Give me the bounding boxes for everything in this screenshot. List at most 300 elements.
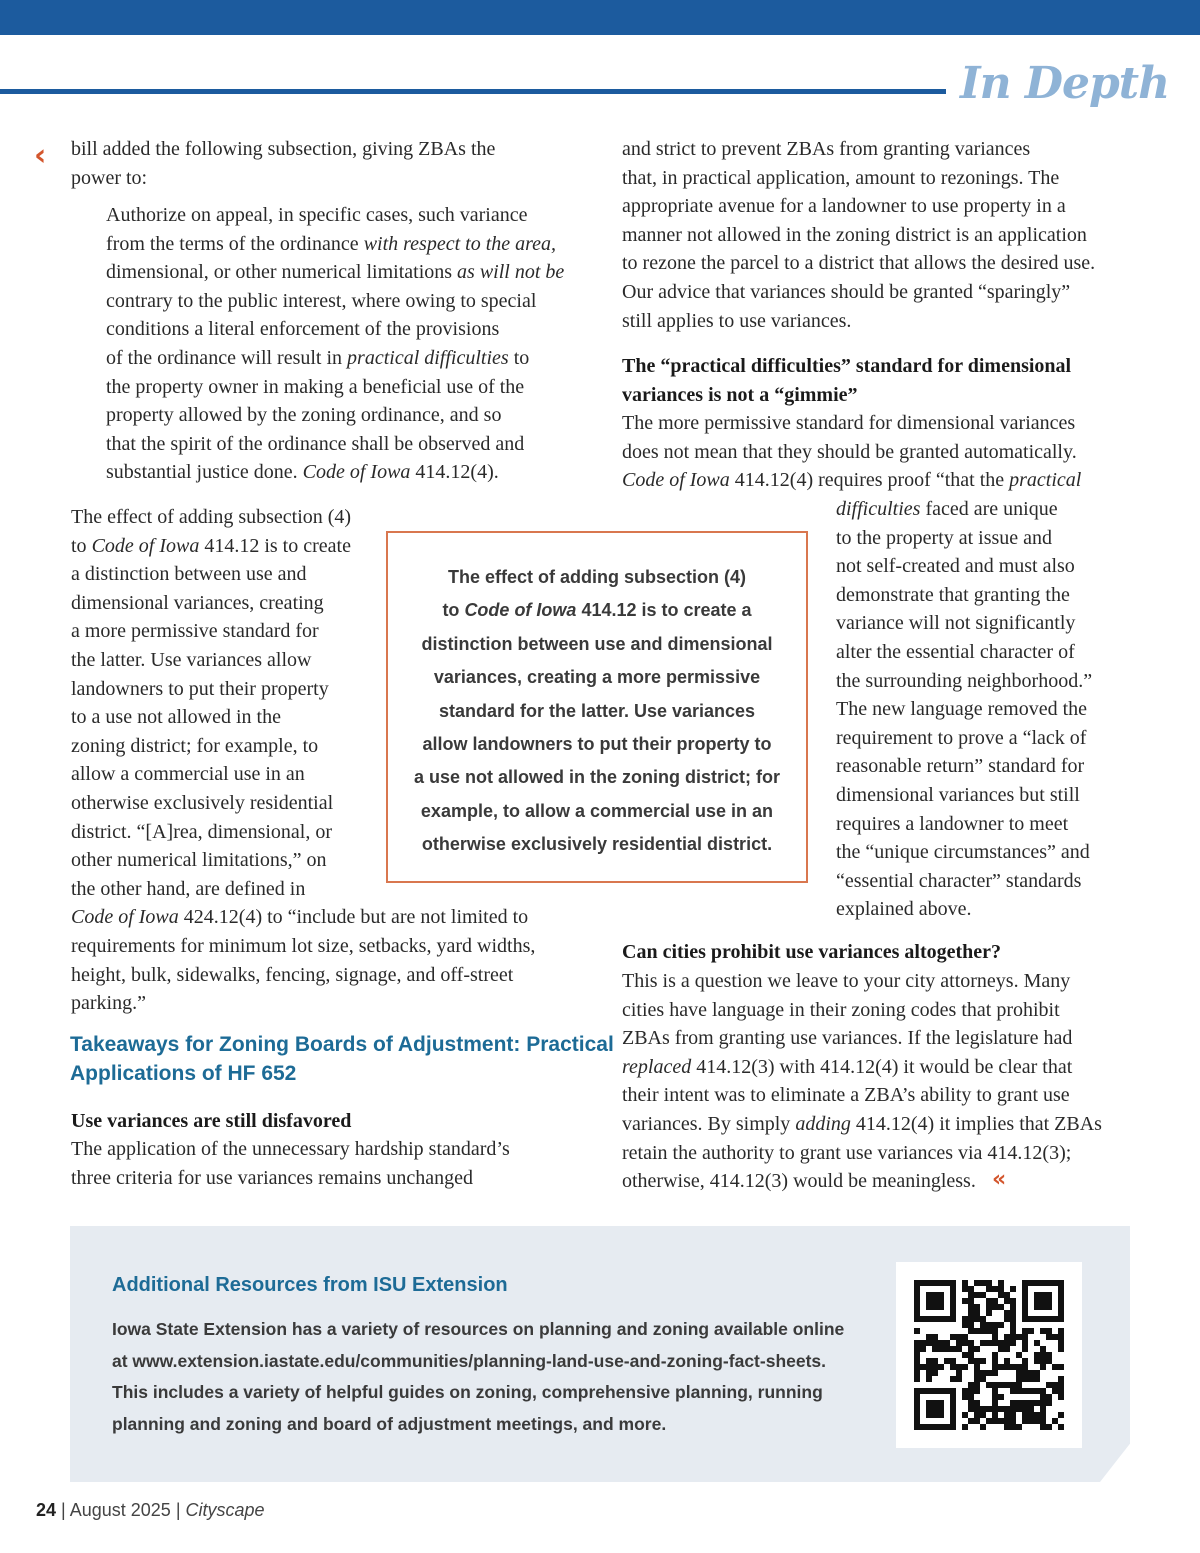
qr-module [1040, 1412, 1046, 1418]
qr-module [1016, 1406, 1022, 1412]
qr-module [1040, 1406, 1046, 1412]
qr-module [914, 1358, 920, 1364]
pull-quote [388, 561, 806, 862]
text-line: explained above. [836, 898, 972, 921]
qr-module [1040, 1358, 1046, 1364]
text-line: ZBAs from granting use variances. If the legislature had [622, 1027, 1073, 1050]
qr-module [956, 1334, 962, 1340]
qr-module [926, 1400, 944, 1418]
text-line: landowners to put their property [71, 677, 329, 700]
qr-module [1022, 1334, 1028, 1340]
footer-separator: | [170, 1500, 186, 1520]
qr-module [980, 1328, 986, 1334]
qr-module [938, 1346, 944, 1352]
qr-module [1016, 1376, 1022, 1382]
qr-module [920, 1346, 926, 1352]
qr-module [1028, 1328, 1034, 1334]
qr-module [980, 1280, 986, 1286]
qr-module [992, 1364, 998, 1370]
text-line: variances, creating a more permissive [433, 667, 761, 688]
qr-module [968, 1394, 974, 1400]
text-line: power to: [71, 166, 148, 189]
text-line: not self-created and must also [836, 555, 1075, 578]
qr-module [968, 1316, 974, 1322]
qr-module [1058, 1334, 1064, 1340]
continued-paragraph [622, 135, 1142, 335]
qr-module [974, 1412, 980, 1418]
qr-module [974, 1382, 980, 1388]
text-line: to Code of Iowa 414.12 is to create [71, 534, 351, 557]
text-line: the latter. Use variances allow [71, 648, 312, 671]
qr-module [1004, 1382, 1010, 1388]
qr-module [1058, 1382, 1064, 1388]
qr-module [986, 1298, 992, 1304]
prohibit-heading: Can cities prohibit use variances altogether? [622, 941, 1002, 963]
text-line: does not mean that they should be granted automatically. [622, 440, 1077, 463]
qr-module [1040, 1394, 1046, 1400]
qr-module [1016, 1334, 1022, 1340]
qr-module [1046, 1328, 1052, 1334]
qr-module [986, 1310, 992, 1316]
text-line: a more permissive standard for [71, 620, 319, 643]
qr-module [1040, 1328, 1046, 1334]
qr-module [1016, 1370, 1022, 1376]
text-line: Code of Iowa 424.12(4) to “include but are not limited to [71, 906, 529, 929]
qr-module [1022, 1388, 1028, 1394]
text-line: the other hand, are defined in [71, 877, 306, 900]
text-line: The new language removed the [836, 698, 1088, 721]
text-line: variances. By simply adding 414.12(4) it implies that ZBAs [622, 1112, 1102, 1135]
qr-module [980, 1370, 986, 1376]
qr-module [920, 1340, 926, 1346]
text-line: “essential character” standards [836, 869, 1082, 892]
qr-module [1016, 1388, 1022, 1394]
qr-module [992, 1412, 998, 1418]
text-line: allow landowners to put their property to [422, 734, 772, 755]
text-line: the “unique circumstances” and [836, 841, 1090, 864]
text-line: The “practical difficulties” standard for dimensional [622, 355, 1072, 377]
qr-module [968, 1328, 974, 1334]
qr-code-icon[interactable] [896, 1262, 1082, 1448]
qr-module [1028, 1418, 1034, 1424]
qr-module [1028, 1388, 1034, 1394]
qr-module [1022, 1400, 1028, 1406]
qr-module [1010, 1316, 1016, 1322]
qr-module [962, 1286, 968, 1292]
qr-module [950, 1364, 956, 1370]
qr-module [992, 1340, 998, 1346]
intro-paragraph [71, 135, 591, 192]
text-line: variance will not significantly [836, 612, 1076, 635]
qr-module [992, 1382, 998, 1388]
practical-difficulties-wrap [836, 495, 1136, 924]
qr-module [914, 1328, 920, 1334]
qr-module [1004, 1406, 1010, 1412]
qr-module [992, 1322, 998, 1328]
header-rule [0, 89, 946, 94]
qr-module [962, 1322, 968, 1328]
qr-module [1058, 1340, 1064, 1346]
qr-module [1004, 1334, 1010, 1340]
text-line: retain the authority to grant use variances via 414.12(3); [622, 1141, 1072, 1164]
qr-module [1022, 1328, 1028, 1334]
qr-module [1004, 1412, 1010, 1418]
qr-module [1010, 1382, 1016, 1388]
qr-module [992, 1304, 998, 1310]
takeaways-heading [70, 1030, 614, 1088]
qr-module [1034, 1412, 1040, 1418]
qr-module [998, 1322, 1004, 1328]
qr-module [998, 1346, 1004, 1352]
text-line: to the property at issue and [836, 526, 1053, 549]
qr-module [962, 1298, 968, 1304]
qr-module [998, 1304, 1004, 1310]
qr-module [986, 1280, 992, 1286]
qr-module [932, 1346, 938, 1352]
qr-module [1010, 1418, 1016, 1424]
qr-module [968, 1418, 974, 1424]
qr-module [1022, 1412, 1028, 1418]
qr-module [950, 1334, 956, 1340]
qr-module [974, 1310, 980, 1316]
qr-module [992, 1418, 998, 1424]
text-line: dimensional variances but still [836, 783, 1080, 806]
qr-module [968, 1406, 974, 1412]
qr-module [968, 1382, 974, 1388]
qr-module [944, 1346, 950, 1352]
qr-module [1010, 1304, 1016, 1310]
text-line: dimensional, or other numerical limitations as will not be [106, 261, 565, 284]
qr-module [1022, 1358, 1028, 1364]
qr-module [998, 1340, 1004, 1346]
text-line: zoning district; for example, to [71, 734, 319, 757]
qr-module [974, 1328, 980, 1334]
pull-quote-box [386, 531, 808, 883]
qr-module [1058, 1412, 1064, 1418]
qr-module [962, 1364, 968, 1370]
text-line: the property owner in making a beneficial use of the [106, 375, 525, 398]
qr-module [1022, 1346, 1028, 1352]
text-line: dimensional variances, creating [71, 591, 324, 614]
use-variances-heading: Use variances are still disfavored [71, 1110, 352, 1132]
qr-module [914, 1346, 920, 1352]
text-line: that the spirit of the ordinance shall be observed and [106, 432, 525, 455]
qr-module [986, 1406, 992, 1412]
qr-module [980, 1424, 986, 1430]
text-line: three criteria for use variances remains unchanged [71, 1166, 474, 1189]
text-line: variances is not a “gimmie” [622, 383, 858, 406]
prohibit-paragraph [622, 967, 1142, 1196]
qr-module [1016, 1352, 1022, 1358]
qr-module [986, 1304, 992, 1310]
qr-module [1046, 1352, 1052, 1358]
qr-module [956, 1376, 962, 1382]
qr-module [932, 1358, 938, 1364]
text-line: standard for the latter. Use variances [438, 700, 756, 721]
resources-body [112, 1314, 852, 1440]
qr-module [1040, 1400, 1046, 1406]
qr-module [950, 1346, 956, 1352]
qr-module [962, 1340, 968, 1346]
qr-module [1016, 1424, 1022, 1430]
resources-title: Additional Resources from ISU Extension [112, 1274, 508, 1296]
text-line: a use not allowed in the zoning district; for [413, 767, 780, 788]
qr-module [938, 1364, 944, 1370]
statute-blockquote [106, 201, 586, 487]
issue-date: August 2025 [69, 1500, 171, 1520]
qr-module [914, 1370, 920, 1376]
qr-module [1034, 1370, 1040, 1376]
qr-module [932, 1334, 938, 1340]
qr-module [998, 1292, 1004, 1298]
qr-module [914, 1340, 920, 1346]
qr-module [974, 1364, 980, 1370]
qr-module [974, 1292, 980, 1298]
text-line: The more permissive standard for dimensional variances [622, 412, 1076, 434]
qr-module [1046, 1424, 1052, 1430]
qr-module [914, 1364, 920, 1370]
qr-module [1010, 1298, 1016, 1304]
practical-difficulties-paragraph [622, 409, 1142, 495]
text-line: property allowed by the zoning ordinance, and so [106, 404, 502, 427]
text-line: the surrounding neighborhood.” [836, 669, 1093, 692]
text-line: other numerical limitations,” on [71, 849, 327, 872]
text-line: bill added the following subsection, giving ZBAs the [71, 138, 496, 160]
qr-module [974, 1376, 980, 1382]
qr-module [1034, 1418, 1040, 1424]
qr-module [986, 1370, 992, 1376]
text-line: This is a question we leave to your city attorneys. Many [622, 970, 1071, 992]
qr-module [1022, 1418, 1028, 1424]
qr-module [986, 1382, 992, 1388]
qr-code-graphic [896, 1262, 1082, 1448]
qr-module [1046, 1382, 1052, 1388]
qr-module [1004, 1424, 1010, 1430]
text-line: district. “[A]rea, dimensional, or [71, 820, 333, 843]
qr-module [1040, 1346, 1046, 1352]
text-line: contrary to the public interest, where owing to special [106, 289, 537, 312]
qr-module [1058, 1394, 1064, 1400]
qr-module [1004, 1310, 1010, 1316]
qr-module [1016, 1364, 1022, 1370]
qr-module [992, 1370, 998, 1376]
text-line: a distinction between use and [71, 563, 307, 586]
qr-module [968, 1352, 974, 1358]
qr-module [998, 1382, 1004, 1388]
qr-module [1034, 1358, 1040, 1364]
qr-module [968, 1388, 974, 1394]
qr-module [938, 1340, 944, 1346]
text-line: reasonable return” standard for [836, 755, 1085, 778]
qr-module [950, 1358, 956, 1364]
text-line: appropriate avenue for a landowner to use property in a [622, 195, 1066, 218]
qr-module [1058, 1328, 1064, 1334]
qr-module [974, 1304, 980, 1310]
qr-module [1058, 1364, 1064, 1370]
qr-module [992, 1406, 998, 1412]
text-line: and strict to prevent ZBAs from granting variances [622, 138, 1031, 160]
qr-module [1040, 1364, 1046, 1370]
qr-module [968, 1292, 974, 1298]
qr-module [998, 1280, 1004, 1286]
qr-module [914, 1376, 920, 1382]
qr-module [962, 1334, 968, 1340]
qr-module [962, 1412, 968, 1418]
qr-module [968, 1358, 974, 1364]
qr-module [1034, 1352, 1040, 1358]
qr-module [1010, 1310, 1016, 1316]
qr-module [1046, 1394, 1052, 1400]
qr-module [968, 1286, 974, 1292]
qr-module [1010, 1424, 1016, 1430]
qr-module [956, 1364, 962, 1370]
qr-module [962, 1316, 968, 1322]
qr-module [998, 1394, 1004, 1400]
text-line: This includes a variety of helpful guides on zoning, comprehensive planning, running [112, 1382, 823, 1403]
qr-module [926, 1364, 932, 1370]
qr-module [926, 1370, 932, 1376]
qr-module [1040, 1418, 1046, 1424]
practical-difficulties-heading [622, 352, 1071, 409]
qr-module [1046, 1334, 1052, 1340]
qr-module [992, 1328, 998, 1334]
qr-module [1022, 1376, 1028, 1382]
qr-module [992, 1298, 998, 1304]
text-line: height, bulk, sidewalks, fencing, signage, and off-street [71, 963, 514, 986]
qr-module [986, 1322, 992, 1328]
text-line: The effect of adding subsection (4) [447, 567, 747, 587]
text-line: otherwise exclusively residential [71, 791, 334, 814]
qr-module [926, 1340, 932, 1346]
qr-module [974, 1346, 980, 1352]
text-line: planning and zoning and board of adjustment meetings, and more. [112, 1413, 667, 1434]
qr-module [968, 1400, 974, 1406]
top-banner [0, 0, 1200, 35]
qr-module [1034, 1376, 1040, 1382]
qr-module [926, 1376, 932, 1382]
qr-module [1004, 1418, 1010, 1424]
qr-module [1016, 1382, 1022, 1388]
qr-module [986, 1328, 992, 1334]
qr-module [974, 1406, 980, 1412]
qr-module [1052, 1382, 1058, 1388]
qr-module [1022, 1406, 1028, 1412]
qr-module [962, 1388, 968, 1394]
qr-module [992, 1400, 998, 1406]
qr-module [1004, 1358, 1010, 1364]
qr-module [1052, 1418, 1058, 1424]
qr-module [974, 1280, 980, 1286]
qr-module [980, 1376, 986, 1382]
section-brand: In Depth [960, 58, 1170, 109]
qr-module [986, 1418, 992, 1424]
qr-module [980, 1406, 986, 1412]
qr-module [968, 1304, 974, 1310]
qr-module [962, 1280, 968, 1286]
qr-module [1034, 1292, 1052, 1310]
qr-module [1058, 1388, 1064, 1394]
text-line: The effect of adding subsection (4) [71, 506, 352, 528]
qr-module [992, 1394, 998, 1400]
qr-module [956, 1340, 962, 1346]
publication-name: Cityscape [185, 1500, 265, 1520]
qr-module [926, 1334, 932, 1340]
qr-module [992, 1358, 998, 1364]
qr-module [932, 1370, 938, 1376]
text-line: parking.” [71, 992, 146, 1015]
qr-module [926, 1358, 932, 1364]
text-line: of the ordinance will result in practical difficulties to [106, 346, 530, 369]
qr-module [992, 1334, 998, 1340]
qr-module [944, 1358, 950, 1364]
qr-module [1010, 1340, 1016, 1346]
text-line: example, to allow a commercial use in an [420, 800, 774, 821]
qr-module [1046, 1400, 1052, 1406]
qr-module [1004, 1364, 1010, 1370]
qr-module [1052, 1364, 1058, 1370]
qr-module [1028, 1400, 1034, 1406]
footer-separator: | [56, 1500, 70, 1520]
text-line: otherwise exclusively residential district. [421, 834, 773, 855]
qr-module [980, 1412, 986, 1418]
qr-module [1004, 1346, 1010, 1352]
qr-module [1010, 1334, 1016, 1340]
text-line: still applies to use variances. [622, 309, 852, 332]
qr-module [962, 1352, 968, 1358]
text-line: from the terms of the ordinance with respect to the area, [106, 232, 557, 255]
qr-module [1058, 1376, 1064, 1382]
qr-module [992, 1286, 998, 1292]
qr-module [980, 1292, 986, 1298]
qr-module [932, 1340, 938, 1346]
qr-module [974, 1400, 980, 1406]
qr-module [932, 1364, 938, 1370]
qr-module [1010, 1286, 1016, 1292]
qr-module [1010, 1388, 1016, 1394]
qr-module [1022, 1364, 1028, 1370]
text-line: difficulties faced are unique [836, 498, 1058, 520]
qr-module [1034, 1388, 1040, 1394]
qr-module [1004, 1298, 1010, 1304]
qr-module [944, 1340, 950, 1346]
text-line: otherwise, 414.12(3) would be meaningless. [622, 1170, 976, 1193]
qr-module [1046, 1358, 1052, 1364]
text-line: to a use not allowed in the [71, 706, 281, 729]
use-variances-paragraph [71, 1135, 591, 1192]
text-line: to Code of Iowa 414.12 is to create a [442, 600, 752, 621]
qr-module [1052, 1388, 1058, 1394]
qr-module [1010, 1364, 1016, 1370]
qr-module [1010, 1328, 1016, 1334]
qr-module [1052, 1334, 1058, 1340]
text-line: substantial justice done. Code of Iowa 414.12(4). [106, 461, 499, 484]
qr-module [956, 1370, 962, 1376]
qr-module [974, 1358, 980, 1364]
qr-module [980, 1322, 986, 1328]
qr-module [1058, 1424, 1064, 1430]
text-line: Code of Iowa 414.12(4) requires proof “that the practical [622, 469, 1082, 492]
text-line: requirements for minimum lot size, setbacks, yard widths, [71, 934, 536, 957]
qr-module [950, 1376, 956, 1382]
qr-module [962, 1424, 968, 1430]
qr-module [920, 1364, 926, 1370]
qr-module [968, 1298, 974, 1304]
continued-from-icon: ‹ [34, 138, 47, 173]
text-line: distinction between use and dimensional [421, 633, 773, 654]
qr-module [992, 1352, 998, 1358]
text-line: The application of the unnecessary hardship standard’s [71, 1138, 510, 1160]
qr-module [974, 1418, 980, 1424]
